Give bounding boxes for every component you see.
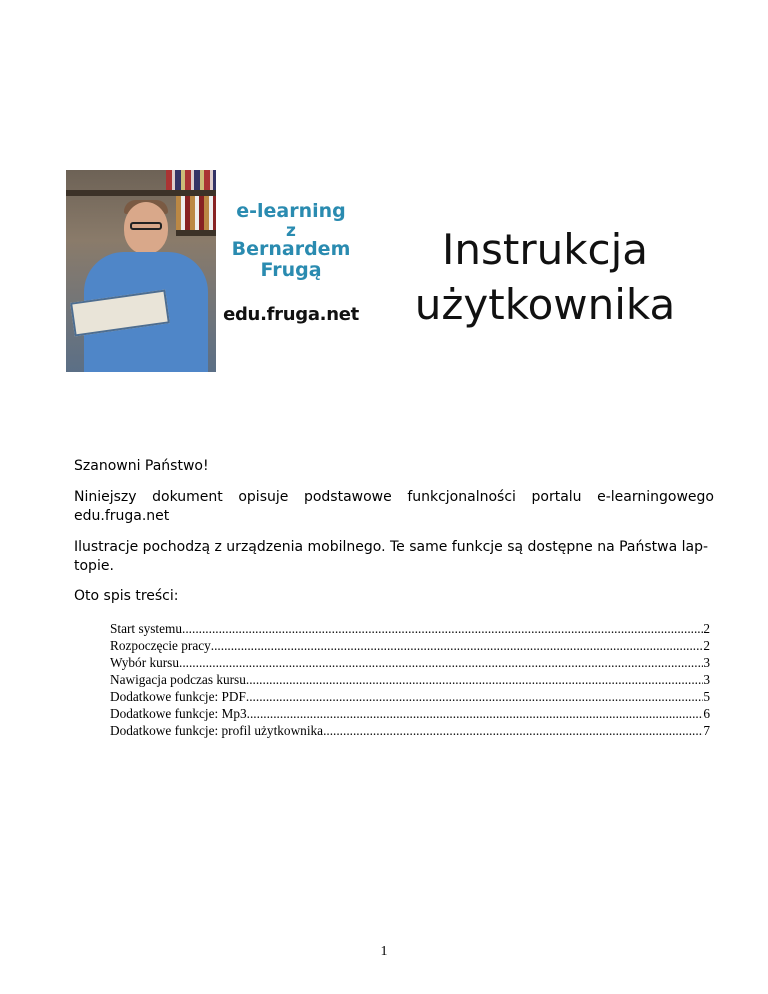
page-number: 1 [380, 944, 388, 959]
toc-entry[interactable] [110, 722, 710, 739]
brand-line-1: e-learning [236, 200, 346, 222]
toc-entry-label: Dodatkowe funkcje: PDF [110, 689, 246, 704]
toc-entry-label: Wybór kursu [110, 655, 179, 670]
toc-entry[interactable] [110, 688, 710, 705]
toc-entry-label: Dodatkowe funkcje: profil użytkownika [110, 723, 324, 738]
greeting: Szanowni Państwo! [74, 458, 209, 474]
document-title [380, 222, 710, 332]
toc-entry-page: 3 [703, 672, 710, 687]
brand-line-4: Frugą [260, 259, 322, 281]
toc-dot-leader [323, 722, 703, 739]
brand-domain: edu.fruga.net [223, 304, 359, 325]
toc-entry-label: Nawigacja podczas kursu [110, 672, 246, 687]
toc-entry[interactable] [110, 620, 710, 637]
brand-line-3: Bernardem [231, 238, 351, 260]
title-line-1: Instrukcja [441, 225, 649, 274]
author-photo [66, 170, 216, 372]
illustration-note: Ilustracje pochodzą z urządzenia mobilnego. Te same funkcje są dostępne na Państwa lap-topie. [74, 539, 709, 574]
toc-entry-page: 3 [703, 655, 710, 670]
toc-entry-page: 2 [703, 638, 710, 653]
table-of-contents [110, 620, 710, 739]
toc-entry-label: Dodatkowe funkcje: Mp3 [110, 706, 247, 721]
toc-entry-page: 7 [703, 723, 710, 738]
logo-banner [66, 170, 366, 372]
intro-paragraph: Niniejszy dokument opisuje podstawowe funkcjonalności portalu e-learningowego edu.fruga.net [74, 489, 714, 524]
toc-entry-page: 5 [703, 689, 710, 704]
title-line-2: użytkownika [414, 280, 676, 329]
toc-entry-label: Rozpoczęcie pracy [110, 638, 211, 653]
toc-entry[interactable] [110, 637, 710, 654]
toc-entry-label: Start systemu [110, 621, 183, 636]
toc-dot-leader [179, 654, 703, 671]
brand-line-2: z [286, 221, 296, 241]
toc-dot-leader [246, 671, 703, 688]
toc-entry-page: 2 [703, 621, 710, 636]
toc-dot-leader [246, 688, 703, 705]
toc-entry[interactable] [110, 654, 710, 671]
toc-entry-page: 6 [703, 706, 710, 721]
toc-entry[interactable] [110, 705, 710, 722]
toc-entry[interactable] [110, 671, 710, 688]
toc-dot-leader [211, 637, 704, 654]
toc-intro: Oto spis treści: [74, 588, 179, 604]
toc-dot-leader [247, 705, 704, 722]
brand-text [216, 170, 366, 372]
toc-dot-leader [182, 620, 703, 637]
